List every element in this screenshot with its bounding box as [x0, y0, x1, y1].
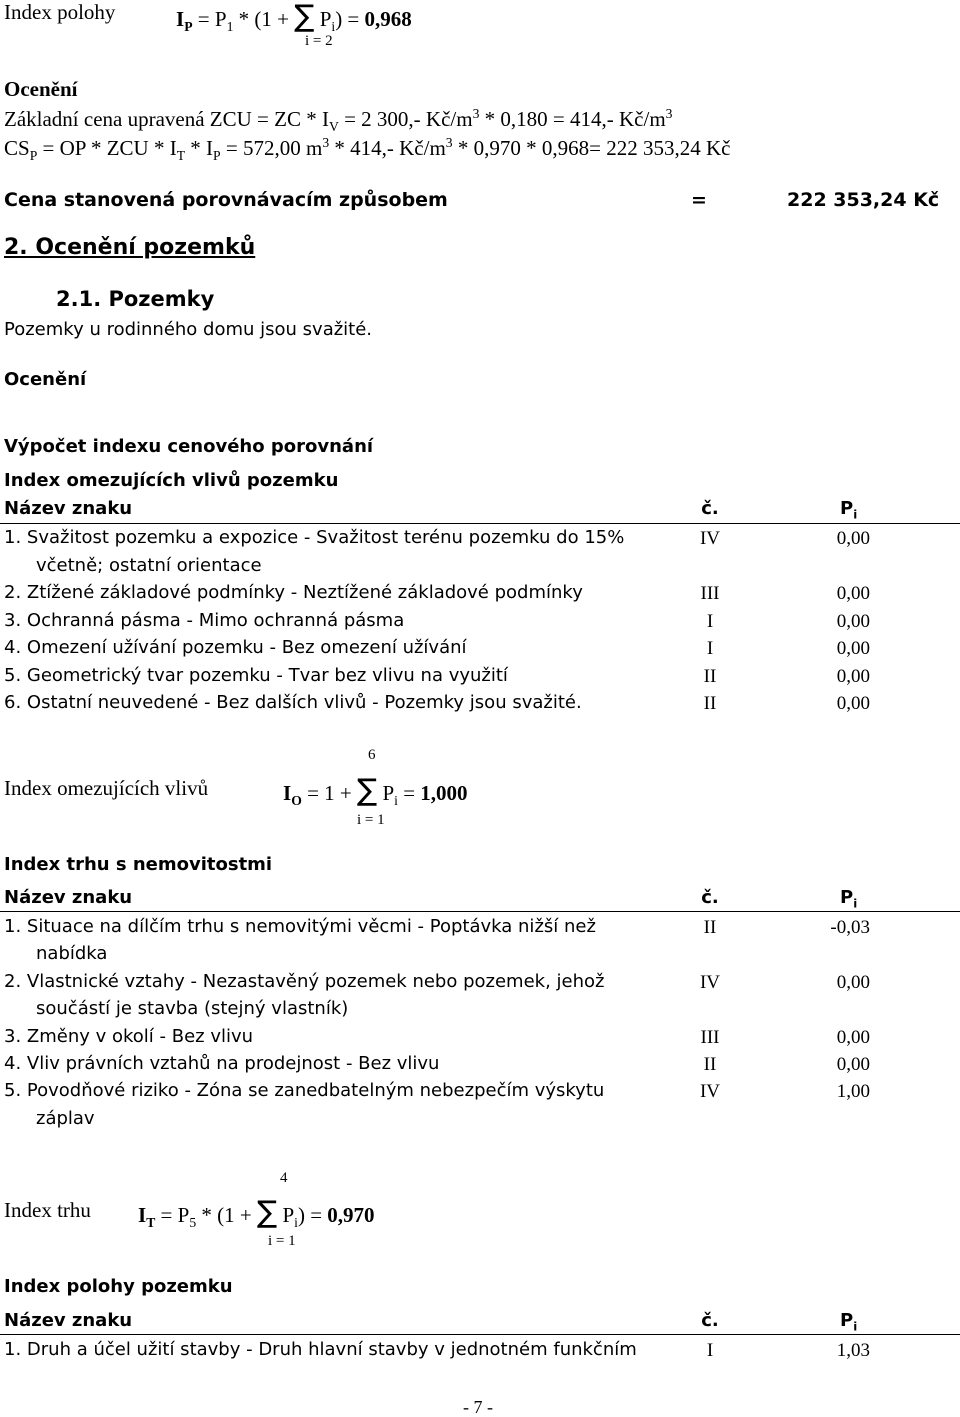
table-row-p: 0,00 [836, 665, 870, 687]
table-row-name: 1. Svažitost pozemku a expozice - Svažitost terénu pozemku do 15% [4, 527, 625, 548]
io-result: 1,000 [420, 781, 468, 805]
table-row-name-cont: záplav [36, 1107, 95, 1129]
index-polohy-label: Index polohy [4, 0, 116, 24]
section-2-1-title: 2.1. Pozemky [56, 287, 215, 311]
table-vlivy-header-rule [0, 523, 960, 524]
table-row-p: 1,00 [836, 1081, 870, 1103]
table-row-name: 4. Omezení užívání pozemku - Bez omezení užívání [4, 637, 467, 658]
table-vlivy-header-p: $P_i$ [840, 498, 858, 522]
table-poloha-title: Index polohy pozemku [4, 1276, 233, 1297]
it-sum-upper: 4 [280, 1170, 288, 1186]
table-row-c: II [703, 693, 717, 714]
table-row-p: 0,00 [836, 528, 870, 549]
table-row-name-cont: včetně; ostatní orientace [36, 554, 262, 576]
zcu-line: Základní cena upravená ZCU = ZC * $I_V = 2$ 300,- $Kč/m^3 * 0,180 = 414,-$ $Kč/m^3$ [4, 106, 673, 135]
table-vlivy-header-name: Název znaku [4, 498, 133, 519]
index-polohy-formula: $I_P = P_1 * (1$ + ∑ $P_i) = 0,968$ [176, 0, 412, 35]
table-row-c: III [700, 583, 720, 604]
table-row-c: III [700, 1026, 720, 1048]
it-label: Index trhu [4, 1198, 91, 1222]
table-row-c: I [706, 638, 714, 659]
table-row-name: 1. Druh a účel užití stavby - Druh hlavní stavby v jednotném funkčním [4, 1339, 637, 1360]
io-sum-upper: 6 [368, 747, 376, 763]
vypocet-heading: Výpočet indexu cenového porovnání [4, 436, 374, 457]
table-row-name: 5. Geometrický tvar pozemku - Tvar bez vlivu na využití [4, 664, 508, 686]
index-polohy-result: 0,968 [364, 7, 412, 31]
table-vlivy-header-c: č. [701, 498, 719, 519]
io-sum-lower: i = 1 [357, 812, 385, 828]
table-row-name: 1. Situace na dílčím trhu s nemovitými věcmi - Poptávka nižší než [4, 916, 596, 937]
sum-symbol: ∑ [357, 773, 378, 808]
table-row-p: 0,00 [836, 693, 870, 714]
sum-lower-bound: i = 2 [305, 33, 333, 49]
table-trh-header-name: Název znaku [4, 887, 133, 908]
section-2-title: 2. Ocenění pozemků [4, 235, 256, 260]
table-row-p: 0,00 [836, 610, 870, 632]
it-sum-lower: i = 1 [268, 1233, 296, 1249]
it-formula: $I_T = P_5 * (1$ + ∑ $P_i) = 0,970$ [138, 1195, 375, 1231]
io-label: Index omezujících vlivů [4, 776, 209, 800]
table-row-c: IV [699, 1081, 721, 1103]
table-trh-header-rule [0, 911, 960, 912]
table-poloha-header-name: Název znaku [4, 1310, 133, 1331]
page-number: - 7 - [463, 1397, 493, 1417]
table-row-c: II [703, 917, 717, 938]
table-poloha-header-c: č. [701, 1310, 719, 1331]
table-row-c: II [703, 665, 717, 687]
price-summary-label: Cena stanovená porovnávacím způsobem [4, 189, 448, 211]
table-vlivy-title: Index omezujících vlivů pozemku [4, 470, 339, 491]
table-row-p: 0,00 [836, 1026, 870, 1048]
sum-symbol: ∑ [294, 0, 315, 34]
table-row-p: 1,03 [836, 1340, 870, 1361]
table-row-p: 0,00 [836, 1054, 870, 1075]
io-formula: $I_O = 1$ + ∑ $P_i = 1,000$ [283, 773, 468, 809]
table-trh-header-c: č. [701, 887, 719, 908]
section-2-1-description: Pozemky u rodinného domu jsou svažité. [4, 319, 373, 340]
table-row-c: II [703, 1054, 717, 1075]
table-trh-title: Index trhu s nemovitostmi [4, 854, 273, 875]
table-row-name: 6. Ostatní neuvedené - Bez dalších vlivů - Pozemky jsou svažité. [4, 692, 582, 713]
table-row-c: IV [699, 528, 721, 549]
table-row-c: I [706, 1340, 714, 1361]
price-summary-value: 222 353,24 Kč [787, 189, 940, 211]
csp-line: $CS_P$ = OP * ZCU * $I_T * I_P = 572,00$ $m^3 * 414,-$ $Kč/m^3 * 0,970 * 0,968= 222$ 353,24 Kč [4, 135, 731, 164]
table-row-p: 0,00 [836, 638, 870, 659]
sum-symbol: ∑ [257, 1195, 278, 1230]
table-row-name: 2. Vlastnické vztahy - Nezastavěný pozemek nebo pozemek, jehož [4, 970, 605, 992]
table-row-p: 0,00 [836, 971, 870, 993]
table-row-name-cont: nabídka [36, 943, 108, 965]
table-row-name: 4. Vliv právních vztahů na prodejnost - Bez vlivu [4, 1053, 440, 1074]
table-row-p: 0,00 [836, 583, 870, 604]
oceneni-heading: Ocenění [4, 77, 78, 101]
table-trh-header-p: $P_i$ [840, 887, 858, 911]
table-row-p: -0,03 [830, 917, 870, 938]
price-summary-eq: = [691, 189, 707, 211]
section-2-oceneni: Ocenění [4, 369, 87, 390]
table-row-name: 3. Ochranná pásma - Mimo ochranná pásma [4, 609, 405, 631]
table-row-name: 3. Změny v okolí - Bez vlivu [4, 1025, 254, 1047]
table-row-c: I [706, 610, 714, 632]
table-row-name: 5. Povodňové riziko - Zóna se zanedbatelným nebezpečím výskytu [4, 1080, 605, 1102]
it-result: 0,970 [327, 1203, 375, 1227]
table-row-name: 2. Ztížené základové podmínky - Neztížené základové podmínky [4, 582, 583, 603]
table-row-name-cont: součástí je stavba (stejný vlastník) [36, 998, 349, 1020]
table-poloha-header-rule [0, 1334, 960, 1335]
table-row-c: IV [699, 971, 721, 993]
table-poloha-header-p: $P_i$ [840, 1310, 858, 1334]
